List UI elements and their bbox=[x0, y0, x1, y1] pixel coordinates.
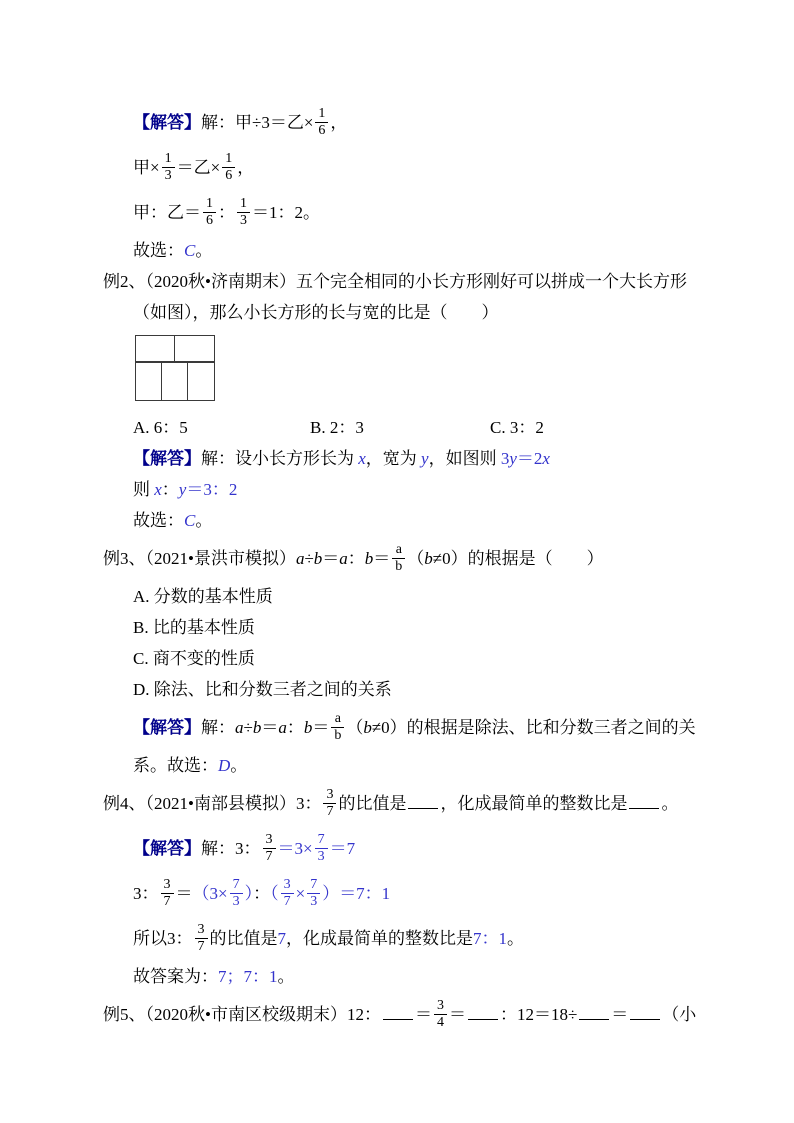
text-run: b bbox=[424, 549, 433, 568]
fraction-numerator: 1 bbox=[222, 151, 235, 168]
text-run: 甲× bbox=[133, 158, 160, 177]
fraction-numerator: 7 bbox=[230, 877, 243, 894]
fraction-denominator: 3 bbox=[232, 893, 240, 909]
text-run: a bbox=[278, 718, 287, 737]
text-run: ：12＝18÷ bbox=[499, 1005, 578, 1024]
fraction bbox=[392, 542, 405, 575]
text-run: ÷ bbox=[304, 549, 314, 568]
fraction-numerator: a bbox=[392, 542, 405, 559]
answer-label: 【解答】 bbox=[133, 718, 201, 737]
ex3-solution-line2 bbox=[103, 750, 754, 781]
figure-top-divider bbox=[174, 336, 175, 361]
text-run: （ bbox=[270, 884, 279, 903]
text-run: y bbox=[509, 449, 517, 468]
text-run: C. 商不变的性质 bbox=[133, 649, 255, 668]
text-run: b bbox=[313, 549, 323, 568]
text-run: 故选： bbox=[133, 511, 184, 530]
figure-bottom-divider bbox=[187, 363, 188, 400]
text-run: 。 bbox=[230, 756, 248, 775]
text-run: a bbox=[235, 718, 244, 737]
fraction-numerator: 3 bbox=[161, 877, 174, 894]
fraction-denominator: 7 bbox=[283, 893, 291, 909]
text-run: 则 bbox=[133, 480, 155, 499]
ex1-answer-choice bbox=[103, 235, 754, 266]
text-run: b bbox=[252, 718, 262, 737]
text-run: C bbox=[184, 241, 196, 260]
text-run: ＝ bbox=[312, 718, 330, 737]
text-run: 故答案为： bbox=[133, 967, 218, 986]
text-run: D bbox=[218, 756, 231, 775]
text-run: × bbox=[295, 884, 306, 903]
text-run: （3× bbox=[192, 884, 228, 903]
text-run: 例4、（2021•南部县模拟）3： bbox=[103, 794, 322, 813]
text-run: x bbox=[542, 449, 550, 468]
ex1-solution-line2 bbox=[103, 145, 754, 190]
answer-label: 【解答】 bbox=[133, 449, 201, 468]
answer-label: 【解答】 bbox=[133, 839, 201, 858]
ex2-problem-line2 bbox=[103, 297, 754, 328]
text-run: 所以3： bbox=[133, 929, 193, 948]
text-run: x bbox=[154, 480, 162, 499]
fraction-denominator: 7 bbox=[197, 938, 205, 954]
text-run: 解：甲÷3＝乙× bbox=[201, 113, 314, 132]
text-run: b bbox=[363, 718, 372, 737]
fraction bbox=[195, 922, 208, 955]
text-run: 系。故选： bbox=[133, 756, 218, 775]
fraction-numerator: 1 bbox=[203, 196, 216, 213]
text-run: ＝ bbox=[448, 1005, 466, 1024]
text-run: 7；7：1 bbox=[218, 967, 278, 986]
text-run: ＝ bbox=[414, 1005, 432, 1024]
answer-blank bbox=[468, 1002, 498, 1020]
text-run: ＝7 bbox=[329, 839, 356, 858]
fraction-denominator: 7 bbox=[265, 848, 273, 864]
text-run: ： bbox=[161, 480, 179, 499]
text-run: A. 6：5 bbox=[133, 418, 188, 437]
fraction bbox=[162, 151, 175, 184]
fraction bbox=[161, 877, 174, 910]
fraction-numerator: 3 bbox=[323, 787, 336, 804]
text-run: ＝ bbox=[175, 884, 193, 903]
fraction-denominator: 3 bbox=[310, 893, 318, 909]
text-run: ＝3× bbox=[277, 839, 313, 858]
fraction-denominator: 6 bbox=[206, 212, 213, 228]
text-run: 。 bbox=[277, 967, 295, 986]
text-run: D. 除法、比和分数三者之间的关系 bbox=[133, 680, 392, 699]
ex2-figure bbox=[103, 335, 754, 401]
ex2-solution-line1 bbox=[103, 443, 754, 474]
fraction-denominator: 7 bbox=[163, 893, 171, 909]
text-run: a bbox=[295, 549, 305, 568]
fraction-numerator: 3 bbox=[434, 998, 447, 1015]
ex4-problem bbox=[103, 781, 754, 826]
ex2-options bbox=[103, 412, 754, 443]
text-run: 例2、（2020秋•济南期末）五个完全相同的小长方形刚好可以拼成一个大长方形 bbox=[103, 272, 687, 291]
text-run: C. 3：2 bbox=[490, 418, 544, 437]
text-run: 。 bbox=[195, 241, 213, 260]
fraction-numerator: 7 bbox=[315, 832, 328, 849]
text-run: ） bbox=[244, 884, 254, 903]
fraction-denominator: 3 bbox=[164, 167, 172, 183]
fraction bbox=[222, 151, 235, 184]
fraction bbox=[315, 106, 328, 139]
text-run: 7 bbox=[277, 929, 286, 948]
text-run: ，化成最简单的整数比是 bbox=[286, 929, 473, 948]
text-run: ＝ bbox=[261, 718, 279, 737]
ex3-option-a bbox=[103, 581, 754, 612]
fraction bbox=[315, 832, 328, 865]
text-run: B. 2：3 bbox=[310, 418, 364, 437]
fraction-denominator: 6 bbox=[318, 122, 326, 138]
ex4-answer bbox=[103, 961, 754, 992]
answer-blank bbox=[408, 791, 438, 809]
fraction bbox=[307, 877, 320, 910]
text-run: ＝7：1 bbox=[339, 884, 391, 903]
ex2-answer-choice bbox=[103, 505, 754, 536]
answer-label: 【解答】 bbox=[133, 113, 201, 132]
text-run: a bbox=[339, 549, 348, 568]
text-run: 解： bbox=[201, 718, 235, 737]
text-run: ， bbox=[330, 113, 348, 132]
text-run: ： bbox=[347, 549, 365, 568]
text-run: 解：3： bbox=[201, 839, 261, 858]
fraction bbox=[434, 998, 447, 1031]
text-run: ： bbox=[253, 884, 271, 903]
text-run: ＝1：2。 bbox=[252, 203, 320, 222]
fraction bbox=[263, 832, 276, 865]
text-run: ） bbox=[322, 884, 340, 903]
fraction bbox=[281, 877, 294, 910]
text-run: ＝ bbox=[373, 549, 391, 568]
text-run: A. 分数的基本性质 bbox=[133, 587, 273, 606]
answer-blank bbox=[383, 1002, 413, 1020]
text-run: 故选： bbox=[133, 241, 184, 260]
ex1-solution-line1 bbox=[103, 100, 754, 145]
fraction-numerator: 1 bbox=[162, 151, 175, 168]
text-run: 甲：乙＝ bbox=[133, 203, 201, 222]
figure-horizontal-divider bbox=[136, 361, 214, 363]
ex3-option-b bbox=[103, 612, 754, 643]
ex3-problem bbox=[103, 536, 754, 581]
text-run: ＝乙× bbox=[176, 158, 221, 177]
text-run: 解：设小长方形长为 bbox=[201, 449, 359, 468]
text-run: ＝ bbox=[322, 549, 340, 568]
text-run: ＝2 bbox=[516, 449, 543, 468]
ex3-option-d bbox=[103, 674, 754, 705]
ex4-solution-line1 bbox=[103, 826, 754, 871]
answer-blank bbox=[629, 791, 659, 809]
text-run: ，宽为 bbox=[365, 449, 422, 468]
ex2-solution-line2 bbox=[103, 474, 754, 505]
text-run: ，化成最简单的整数比是 bbox=[440, 794, 628, 813]
ex1-solution-line3 bbox=[103, 190, 754, 235]
text-run: ÷ bbox=[243, 718, 253, 737]
text-run: 。 bbox=[195, 511, 213, 530]
text-run: ＝3：2 bbox=[186, 480, 238, 499]
fraction bbox=[203, 196, 216, 229]
fraction-numerator: 7 bbox=[307, 877, 320, 894]
text-run: 。 bbox=[507, 929, 524, 948]
text-run: B. 比的基本性质 bbox=[133, 618, 255, 637]
text-run: ，如图则 bbox=[428, 449, 501, 468]
fraction-denominator: b bbox=[395, 558, 403, 574]
answer-blank bbox=[579, 1002, 609, 1020]
fraction-numerator: 3 bbox=[281, 877, 294, 894]
text-run: （如图），那么小长方形的长与宽的比是（ ） bbox=[133, 303, 499, 322]
ex5-problem bbox=[103, 992, 754, 1037]
text-run: （ bbox=[346, 718, 364, 737]
fraction-numerator: 1 bbox=[237, 196, 250, 213]
ex4-solution-line3 bbox=[103, 916, 754, 961]
text-run: ＝ bbox=[611, 1005, 629, 1024]
fraction-denominator: 3 bbox=[240, 212, 247, 228]
text-run: ≠0）的根据是（ ） bbox=[432, 549, 604, 568]
text-run: （小 bbox=[662, 1005, 697, 1024]
text-run: y bbox=[178, 480, 187, 499]
text-run: b bbox=[364, 549, 374, 568]
text-run: ≠0）的根据是除法、比和分数三者之间的关 bbox=[371, 718, 696, 737]
ex4-solution-line2 bbox=[103, 871, 754, 916]
fraction-numerator: 3 bbox=[195, 922, 208, 939]
fraction bbox=[331, 711, 344, 744]
fraction bbox=[237, 196, 250, 229]
text-run: x bbox=[358, 449, 366, 468]
text-run: b bbox=[303, 718, 313, 737]
five-rectangles-figure bbox=[135, 335, 215, 401]
fraction-denominator: 3 bbox=[317, 848, 325, 864]
text-run: C bbox=[184, 511, 196, 530]
text-run: ， bbox=[237, 158, 255, 177]
fraction-denominator: b bbox=[334, 727, 342, 743]
text-run: ： bbox=[218, 203, 235, 222]
text-run: 例5、（2020秋•市南区校级期末）12： bbox=[103, 1005, 381, 1024]
fraction-denominator: 7 bbox=[326, 803, 334, 819]
text-run: 3： bbox=[133, 884, 159, 903]
text-run: 的比值是 bbox=[209, 929, 278, 948]
fraction bbox=[323, 787, 336, 820]
answer-blank bbox=[630, 1002, 660, 1020]
text-run: 的比值是 bbox=[338, 794, 407, 813]
text-run: y bbox=[421, 449, 429, 468]
text-run: 3 bbox=[500, 449, 510, 468]
figure-bottom-divider bbox=[161, 363, 162, 400]
fraction-numerator: 3 bbox=[263, 832, 276, 849]
ex3-option-c bbox=[103, 643, 754, 674]
text-run: 例3、（2021•景洪市模拟） bbox=[103, 549, 296, 568]
text-run: （ bbox=[407, 549, 425, 568]
fraction-denominator: 6 bbox=[225, 167, 233, 183]
text-run: 。 bbox=[661, 794, 679, 813]
fraction-numerator: 1 bbox=[315, 106, 328, 123]
text-run: ： bbox=[286, 718, 304, 737]
fraction-numerator: a bbox=[331, 711, 344, 728]
fraction bbox=[230, 877, 243, 910]
ex2-problem-line1 bbox=[103, 266, 754, 297]
text-run: 7：1 bbox=[473, 929, 507, 948]
fraction-denominator: 4 bbox=[436, 1014, 444, 1030]
ex3-solution-line1 bbox=[103, 705, 754, 750]
